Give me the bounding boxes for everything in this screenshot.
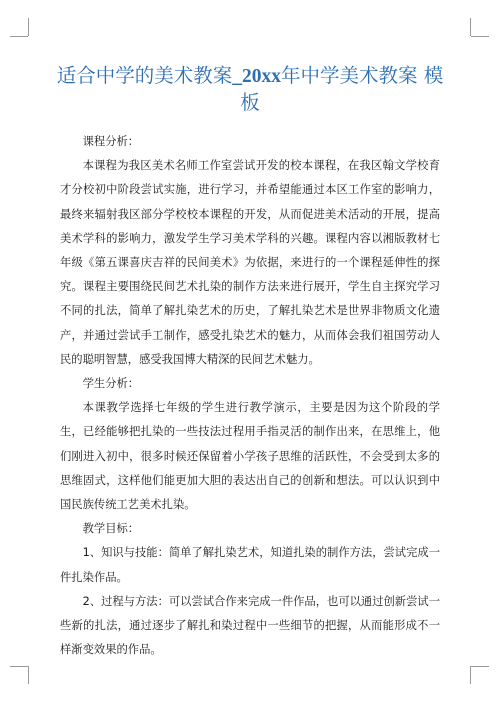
crop-mark-top-left (10, 36, 28, 37)
crop-mark-bottom-right (471, 666, 489, 667)
paragraph: 1、知识与技能：简单了解扎染艺术，知道扎染的制作方法，尝试完成一件扎染作品。 (60, 546, 440, 584)
crop-mark-top-right (470, 18, 471, 36)
crop-mark-bottom-left (28, 666, 29, 684)
crop-mark-bottom-left (10, 666, 28, 667)
crop-mark-top-left (28, 18, 29, 36)
document-body (60, 130, 440, 662)
title-year: _20xx (232, 66, 282, 87)
paragraph: 本课教学选择七年级的学生进行教学演示，主要是因为这个阶段的学生，已经能够把扎染的一些技法过程用手指灵活的制作出来，在思维上，他们刚进入初中，很多时候还保留着小学孩子思维的活跃性，不会受到太多的思维固式，这样他们能更加大胆的表达出自己的创新和想法。可以认识到中国民族传统工艺美术扎染。 (60, 401, 440, 512)
paragraph: 2、过程与方法：可以尝试合作来完成一件作品，也可以通过创新尝试一些新的扎法，通过逐步了解扎和染过程中一些细节的把握，从而能形成不一样渐变效果的作品。 (60, 594, 440, 657)
section-heading: 教学目标： (82, 522, 140, 536)
crop-mark-bottom-right (470, 666, 471, 684)
section-heading: 学生分析： (82, 377, 140, 391)
section-heading: 课程分析： (82, 135, 140, 148)
title-text: 适合中学的美术教案 (56, 64, 233, 87)
document-title (50, 63, 450, 116)
title-text-suffix: 年中学美术教案 模板 (240, 64, 444, 114)
paragraph: 本课程为我区美术名师工作室尝试开发的校本课程，在我区翰文学校育才分校初中阶段尝试实施，进行学习，并希望能通过本区工作室的影响力，最终来辐射我区部分学校校本课程的开发，从而促进美术活动的开展，提高美术学科的影响力，激发学生学习美术学科的兴趣。课程内容以湘版教材七年级《第五课喜庆吉祥的民间美术》为依据，来进行的一个课程延伸性的探究。课程主要围绕民间艺术扎染的制作方法来进行展开，学生自主探究学习不同的扎法，简单了解扎染艺术的历史，了解扎染艺术是世界非物质文化遗产，并通过尝试手工制作，感受扎染艺术的魅力，从而体会我们祖国劳动人民的聪明智慧，感受我国博大精深的民间艺术魅力。 (60, 159, 440, 366)
crop-mark-top-right (471, 36, 489, 37)
